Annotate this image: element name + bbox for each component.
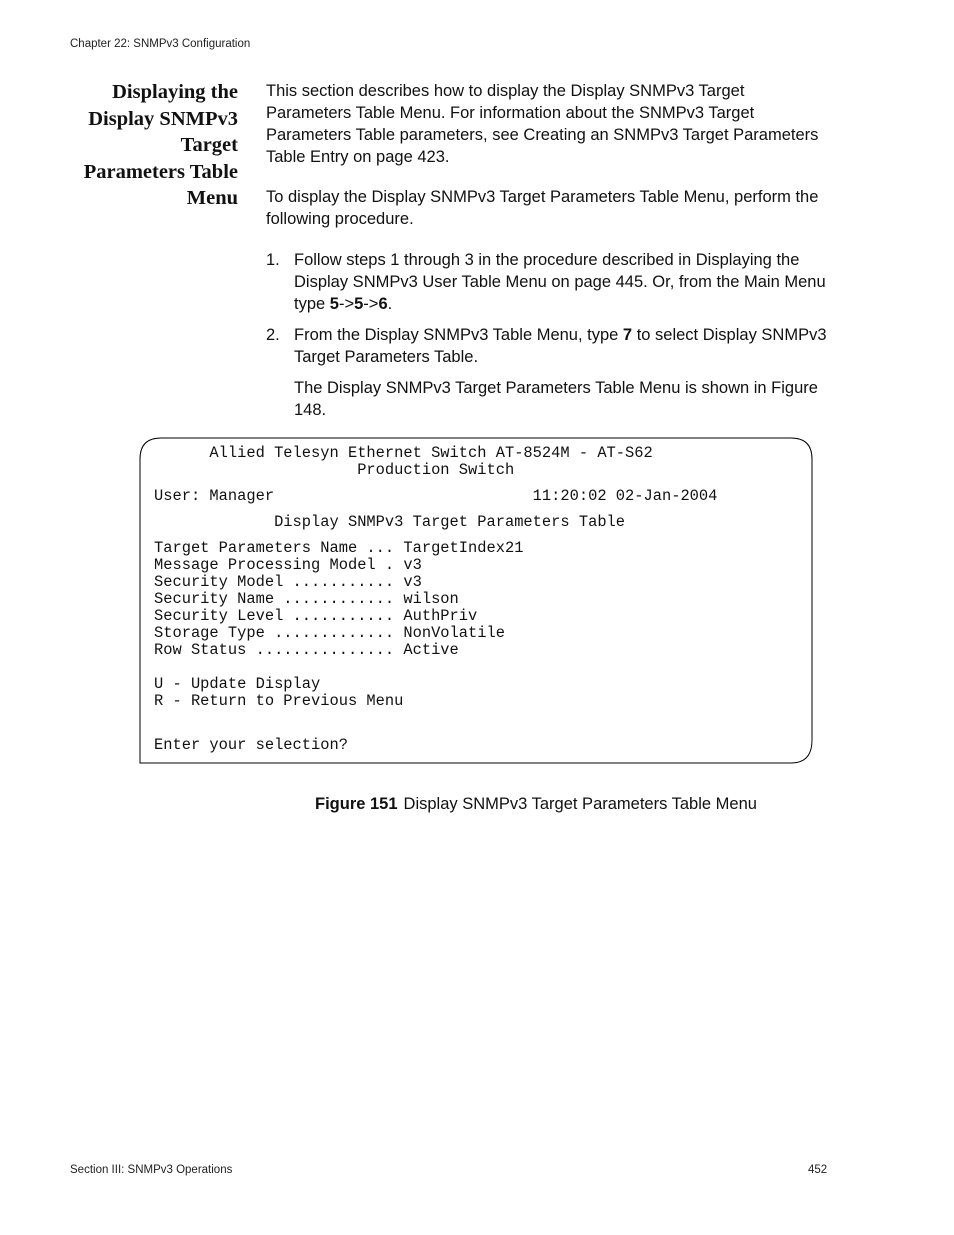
terminal-menu-title: Display SNMPv3 Target Parameters Table: [154, 513, 626, 531]
page-number: 452: [808, 1164, 828, 1176]
figure-label: Figure 151: [315, 795, 398, 813]
step-2: [266, 324, 831, 368]
running-header: Chapter 22: SNMPv3 Configuration: [70, 38, 251, 50]
body-text: [266, 80, 831, 421]
terminal-row: Message Processing Model . v3: [154, 556, 422, 574]
key-5: 5: [354, 295, 364, 313]
terminal-title: Allied Telesyn Ethernet Switch AT-8524M - AT-S62: [154, 444, 653, 462]
step-text: to select Display SNMPv3 Target Parameters Table.: [294, 326, 827, 366]
terminal-prompt: Enter your selection?: [154, 736, 348, 754]
terminal-row: Row Status ............... Active: [154, 641, 459, 659]
terminal-row: Security Model ........... v3: [154, 573, 422, 591]
key-7: 7: [622, 326, 633, 344]
intro-paragraph: This section describes how to display the Display SNMPv3 Target Parameters Table Menu. For information about the SNMPv3 Target Parameters Table parameters, see Creating an SNMPv3 Target Parameters Table Entry on page 423.: [266, 82, 819, 166]
section-title-line: Menu: [186, 187, 238, 209]
step-text: From the Display SNMPv3 Table Menu, type: [294, 326, 623, 344]
key-6: 6: [378, 295, 388, 313]
section-title-line: Display SNMPv3: [88, 107, 238, 130]
section-title-line: Displaying the: [112, 81, 238, 103]
terminal-row: Security Name ............ wilson: [154, 590, 459, 608]
step-1: [266, 249, 831, 315]
arrow-separator: ->: [338, 295, 355, 313]
step-end: .: [387, 295, 393, 313]
terminal-user-line: User: Manager 11:20:02 02-Jan-2004: [154, 487, 718, 505]
lead-paragraph: To display the Display SNMPv3 Target Parameters Table Menu, perform the following procedure.: [266, 188, 819, 228]
section-title-line: Target: [180, 134, 238, 156]
key-5: 5: [329, 295, 339, 313]
footer-section: Section III: SNMPv3 Operations: [70, 1164, 233, 1176]
figure-caption: [315, 795, 757, 814]
arrow-separator: ->: [363, 295, 379, 313]
terminal-row: Storage Type ............. NonVolatile: [154, 624, 505, 642]
terminal-row: Target Parameters Name ... TargetIndex21: [154, 539, 524, 557]
terminal-screen: [139, 437, 813, 764]
section-title: [60, 79, 238, 212]
terminal-content: [154, 445, 717, 754]
section-title-line: Parameters Table: [83, 160, 238, 183]
step-number: 2.: [266, 326, 280, 344]
figure-note: The Display SNMPv3 Target Parameters Table Menu is shown in Figure 148.: [294, 379, 818, 419]
step-text: Follow steps 1 through 3 in the procedure described in Displaying the Display SNMPv3 User Table Menu on page 445. Or, from the Main Menu type: [294, 251, 826, 313]
step-number: 1.: [266, 251, 280, 269]
terminal-option: U - Update Display: [154, 675, 321, 693]
terminal-option: R - Return to Previous Menu: [154, 692, 404, 710]
figure-title: Display SNMPv3 Target Parameters Table Menu: [403, 795, 757, 813]
terminal-subtitle: Production Switch: [154, 461, 515, 479]
procedure-steps: [266, 249, 831, 421]
terminal-row: Security Level ........... AuthPriv: [154, 607, 478, 625]
